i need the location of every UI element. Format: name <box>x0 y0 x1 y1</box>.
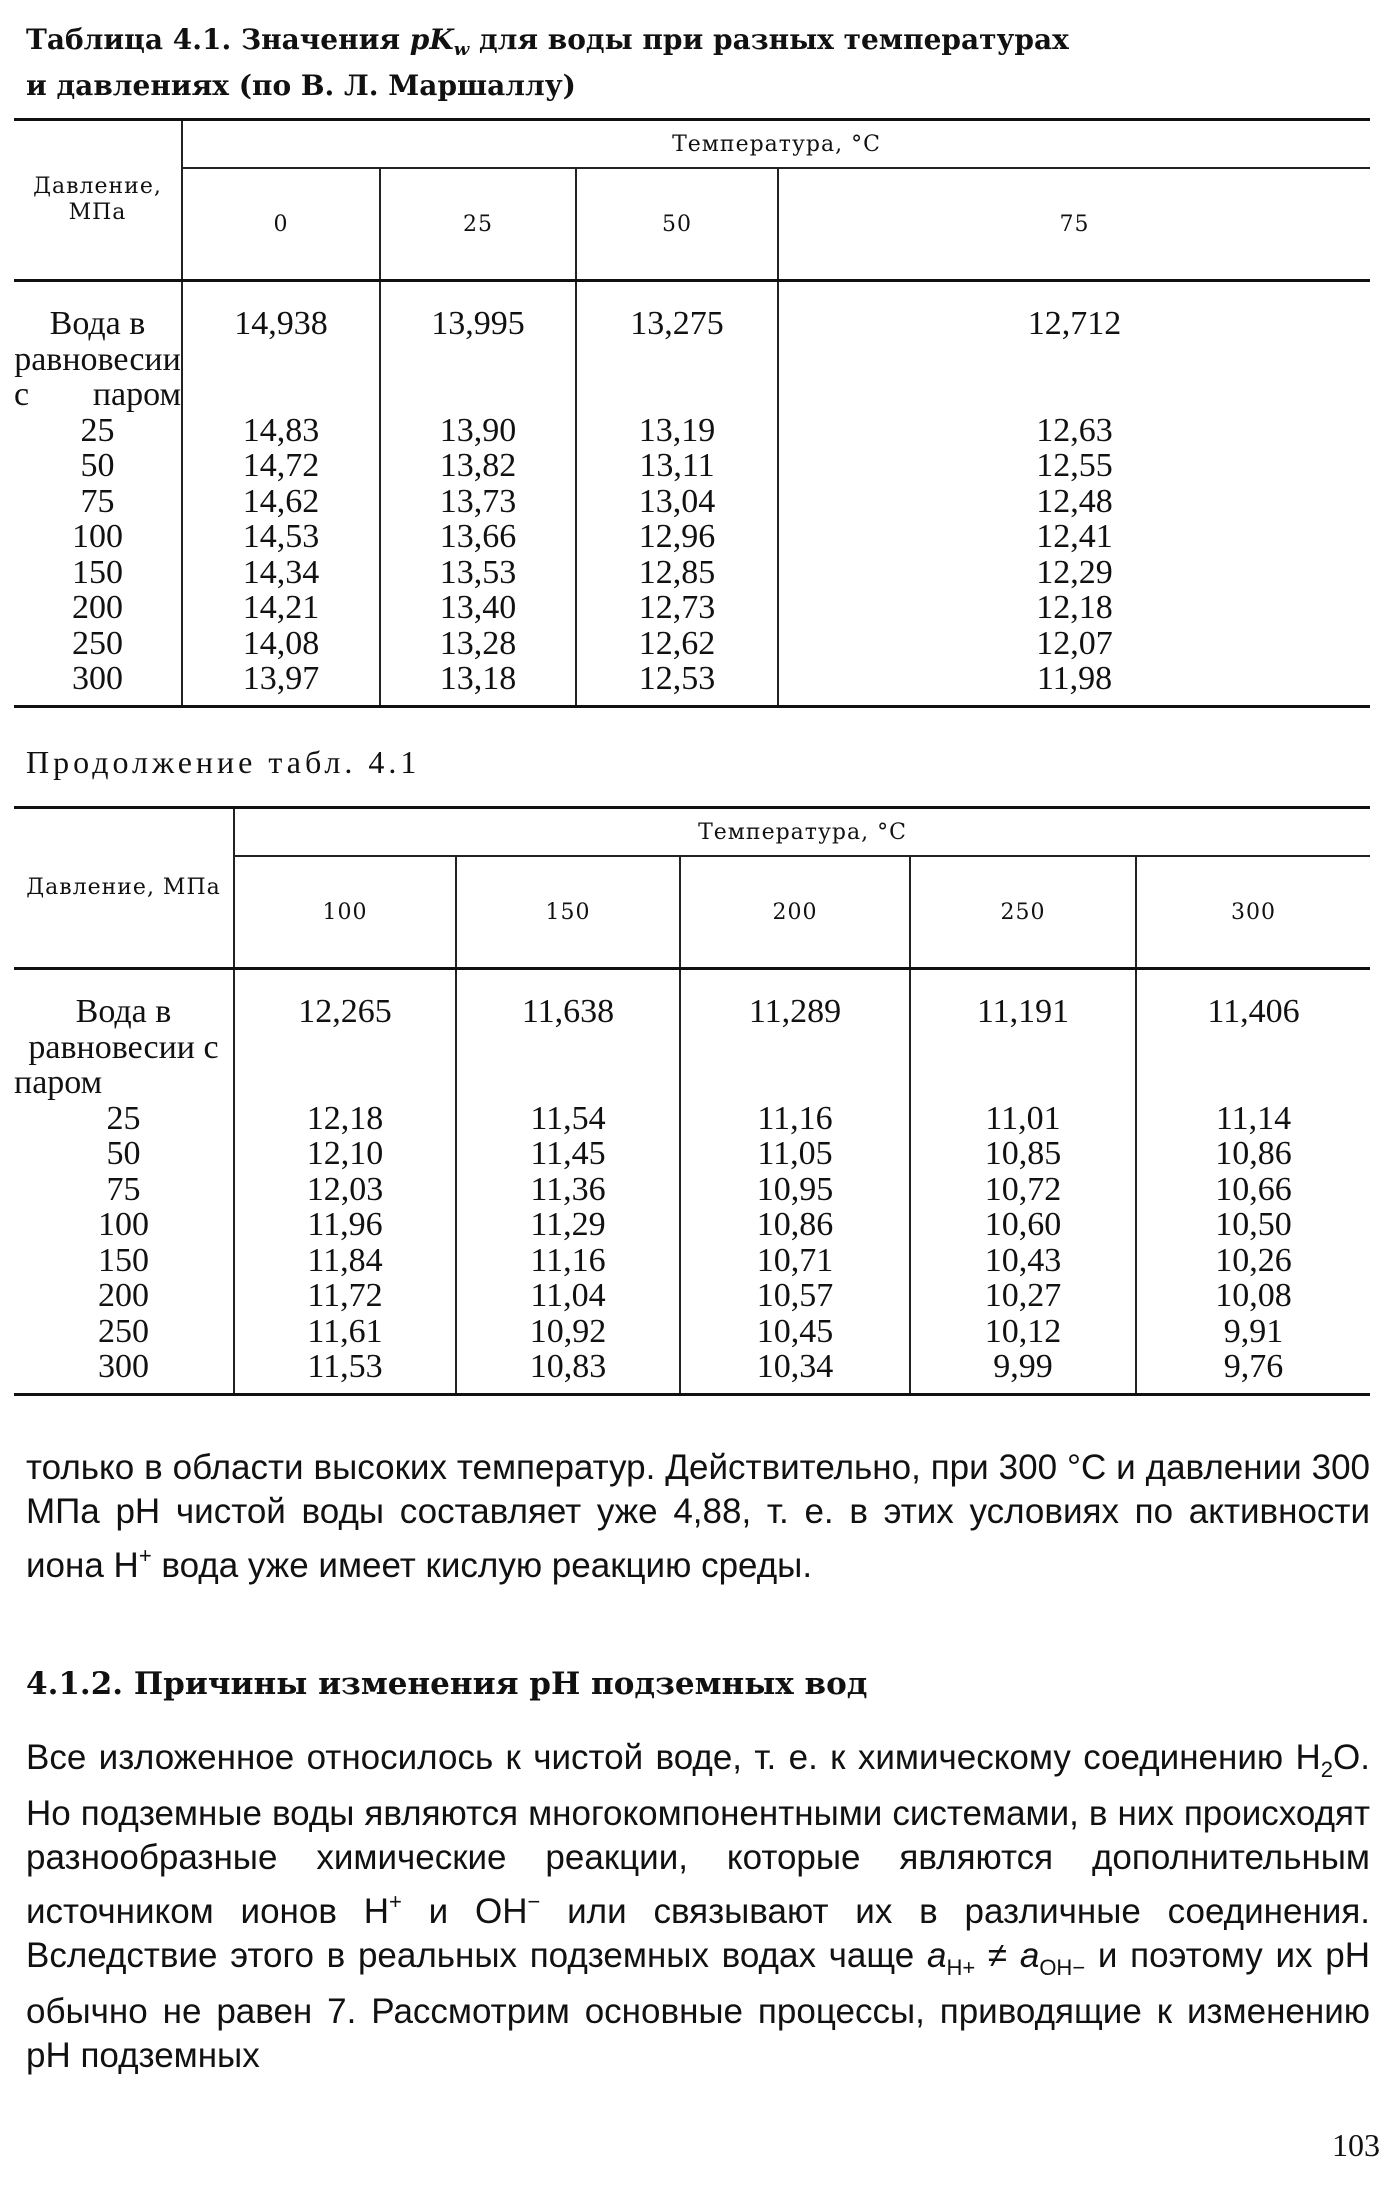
table-cell: 10,45 <box>680 1314 910 1350</box>
table-row <box>14 281 1370 413</box>
table-cell: 10,92 <box>456 1314 680 1350</box>
temperature-column-header: 75 <box>778 168 1370 281</box>
table-cell: 11,36 <box>456 1172 680 1208</box>
table-cell: 11,53 <box>234 1349 456 1394</box>
table-cell: 14,34 <box>182 555 380 591</box>
table-cell: 13,28 <box>380 626 576 662</box>
para2-text-a: Все изложенное относилось к чистой воде, т. е. к химическому соединению H <box>26 1738 1321 1777</box>
table-cell: 9,91 <box>1223 1312 1284 1350</box>
table-cell: 13,995 <box>380 281 576 413</box>
para1-text-a: только в области высоких температур. Действительно, при 300 °С и давлении 300 МПа pH чистой воды составляет уже 4,88, т. е. в этих условиях по активности иона H <box>26 1448 1370 1585</box>
activity-sub-h: H+ <box>946 1955 976 1980</box>
table-cell: 10,57 <box>680 1278 910 1314</box>
table-row <box>14 448 1370 484</box>
not-equal-sign: ≠ <box>975 1936 1020 1975</box>
table-row <box>14 590 1370 626</box>
table-cell: 10,95 <box>680 1172 910 1208</box>
table-cell: 14,62 <box>182 484 380 520</box>
table-cell: 13,53 <box>380 555 576 591</box>
table-cell: 14,53 <box>182 519 380 555</box>
table-cell: 12,48 <box>1036 482 1113 520</box>
pressure-header: Давление, МПа <box>14 808 234 969</box>
pkw-table-part1 <box>14 118 1370 708</box>
table-cell: 12,07 <box>1036 624 1113 662</box>
table-cell: 13,66 <box>380 519 576 555</box>
table-cell: 11,638 <box>456 969 680 1101</box>
table-cell: 11,98 <box>1036 660 1113 697</box>
table-row <box>14 555 1370 591</box>
table-cell: 11,191 <box>910 969 1136 1101</box>
table-row <box>14 1136 1370 1172</box>
table-cell: 10,85 <box>910 1136 1136 1172</box>
table-cell: 10,66 <box>1215 1170 1292 1208</box>
pressure-cell: 100 <box>14 519 182 555</box>
table-row <box>14 484 1370 520</box>
table-cell: 11,54 <box>456 1101 680 1137</box>
table-cell: 10,60 <box>910 1207 1136 1243</box>
paragraph-2 <box>26 1736 1370 2078</box>
table-row <box>14 1278 1370 1314</box>
pressure-header: Давление, МПа <box>14 120 182 281</box>
para2-text-e: и поэтому их pH обычно не равен 7. Рассмотрим основные процессы, приводящие к изменению pH подземных <box>26 1936 1370 2075</box>
table-cell: 10,71 <box>680 1243 910 1279</box>
table-cell: 10,50 <box>1215 1206 1292 1243</box>
table-cell: 11,29 <box>456 1207 680 1243</box>
table-cell: 12,73 <box>576 590 778 626</box>
caption-text-3: и давлениях (по В. Л. Маршаллу) <box>26 69 576 102</box>
table-cell: 12,55 <box>1036 447 1113 484</box>
para2-text-d: или связывают их в различные соединения. Вследствие этого в реальных подземных водах чаще <box>26 1892 1370 1975</box>
pressure-cell: 50 <box>14 448 182 484</box>
table-row <box>14 626 1370 662</box>
table-cell: 12,63 <box>1036 411 1113 449</box>
table-cell: 14,21 <box>182 590 380 626</box>
table-cell: 13,04 <box>576 484 778 520</box>
table-row <box>14 661 1370 706</box>
table-cell: 11,45 <box>456 1136 680 1172</box>
table-cell: 12,265 <box>234 969 456 1101</box>
table-cell: 12,712 <box>1027 305 1122 342</box>
para2-text-c: и OH <box>401 1892 528 1931</box>
table-cell: 12,53 <box>576 661 778 706</box>
pressure-cell: 200 <box>14 590 182 626</box>
table-cell: 14,08 <box>182 626 380 662</box>
table-row <box>14 1172 1370 1208</box>
continuation-label: Продолжение табл. 4.1 <box>26 744 421 780</box>
table-cell: 10,26 <box>1215 1241 1292 1279</box>
temperature-column-header: 100 <box>234 856 456 969</box>
section-heading: 4.1.2. Причины изменения pH подземных вод <box>26 1666 868 1702</box>
activity-symbol-h: a <box>926 1936 947 1975</box>
table-cell: 13,90 <box>380 413 576 449</box>
table-cell: 10,08 <box>1215 1277 1292 1314</box>
temperature-header: Температура, °С <box>182 120 1370 169</box>
table-cell: 11,72 <box>234 1278 456 1314</box>
pressure-cell: 150 <box>14 1243 234 1279</box>
pressure-cell: 100 <box>14 1207 234 1243</box>
table-cell: 14,938 <box>182 281 380 413</box>
table-cell: 13,40 <box>380 590 576 626</box>
table-cell: 12,10 <box>234 1136 456 1172</box>
pkw-table-part2 <box>14 806 1370 1396</box>
activity-sub-oh: OH− <box>1039 1955 1086 1980</box>
table-cell: 10,43 <box>910 1243 1136 1279</box>
temperature-column-header: 150 <box>456 856 680 969</box>
table-cell: 11,16 <box>680 1101 910 1137</box>
para2-sup-plus: + <box>389 1889 402 1914</box>
temperature-column-header: 300 <box>1136 856 1370 969</box>
para1-text-b: вода уже имеет кислую реакцию среды. <box>151 1546 813 1585</box>
table-row <box>14 1207 1370 1243</box>
table-cell: 11,01 <box>910 1101 1136 1137</box>
pressure-cell: 300 <box>14 661 182 706</box>
table-cell: 13,275 <box>576 281 778 413</box>
table-cell: 11,406 <box>1207 993 1300 1030</box>
table-cell: 13,97 <box>182 661 380 706</box>
temperature-column-header: 200 <box>680 856 910 969</box>
table-cell: 12,41 <box>1036 518 1113 555</box>
table-cell: 14,72 <box>182 448 380 484</box>
table-cell: 11,84 <box>234 1243 456 1279</box>
table-cell: 10,27 <box>910 1278 1136 1314</box>
table-cell: 10,83 <box>456 1349 680 1394</box>
table-row <box>14 519 1370 555</box>
table-cell: 11,04 <box>456 1278 680 1314</box>
para1-sup: + <box>138 1543 152 1568</box>
table-row <box>14 969 1370 1101</box>
table-caption <box>26 22 1366 104</box>
table-cell: 10,12 <box>910 1314 1136 1350</box>
table-cell: 10,86 <box>1215 1135 1292 1172</box>
activity-symbol-oh: a <box>1019 1936 1040 1975</box>
table-cell: 11,96 <box>234 1207 456 1243</box>
pressure-cell: 25 <box>14 413 182 449</box>
table-cell: 13,82 <box>380 448 576 484</box>
page-number: 103 <box>1332 2127 1380 2163</box>
pressure-cell: 250 <box>14 1314 234 1350</box>
table-row <box>14 413 1370 449</box>
table-cell: 12,96 <box>576 519 778 555</box>
table-cell: 12,85 <box>576 555 778 591</box>
table-cell: 10,72 <box>910 1172 1136 1208</box>
table-row <box>14 1314 1370 1350</box>
table-cell: 12,62 <box>576 626 778 662</box>
table-row <box>14 1101 1370 1137</box>
table-cell: 11,14 <box>1215 1099 1292 1137</box>
caption-text-2: для воды при разных температурах <box>469 23 1069 56</box>
caption-pk: pK <box>409 23 454 56</box>
temperature-column-header: 250 <box>910 856 1136 969</box>
temperature-column-header: 0 <box>182 168 380 281</box>
table-cell: 13,11 <box>576 448 778 484</box>
table-cell: 11,61 <box>234 1314 456 1350</box>
pressure-cell: 300 <box>14 1349 234 1394</box>
table-cell: 12,18 <box>234 1101 456 1137</box>
para2-sub-2: 2 <box>1320 1757 1334 1782</box>
pressure-cell: 25 <box>14 1101 234 1137</box>
table-cell: 13,18 <box>380 661 576 706</box>
table-cell: 11,289 <box>680 969 910 1101</box>
temperature-header: Температура, °С <box>234 808 1370 857</box>
caption-text-1: Таблица 4.1. Значения <box>26 23 410 56</box>
table-row <box>14 1349 1370 1394</box>
table-cell: 12,03 <box>234 1172 456 1208</box>
row-label: Вода в равновесии с паром <box>14 969 234 1101</box>
para2-text-b: O. Но подземные воды являются многокомпонентными системами, в них происходят разнообразные химические реакции, которые являются дополнительным источником ионов H <box>26 1738 1370 1931</box>
table-cell: 9,99 <box>910 1349 1136 1394</box>
table-cell: 11,05 <box>680 1136 910 1172</box>
temperature-column-header: 25 <box>380 168 576 281</box>
table-cell: 12,29 <box>1036 553 1113 591</box>
table-cell: 10,86 <box>680 1207 910 1243</box>
pressure-cell: 250 <box>14 626 182 662</box>
pressure-cell: 200 <box>14 1278 234 1314</box>
pressure-cell: 150 <box>14 555 182 591</box>
paragraph-1 <box>26 1446 1370 1588</box>
table-cell: 12,18 <box>1036 589 1113 626</box>
table-cell: 9,76 <box>1223 1348 1284 1385</box>
table-cell: 10,34 <box>680 1349 910 1394</box>
table-cell: 11,16 <box>456 1243 680 1279</box>
pressure-cell: 75 <box>14 1172 234 1208</box>
table-cell: 13,19 <box>576 413 778 449</box>
table-row <box>14 1243 1370 1279</box>
pressure-cell: 75 <box>14 484 182 520</box>
temperature-column-header: 50 <box>576 168 778 281</box>
table-cell: 13,73 <box>380 484 576 520</box>
para2-sup-minus: − <box>527 1889 541 1914</box>
caption-pk-sub: w <box>453 39 470 60</box>
pressure-cell: 50 <box>14 1136 234 1172</box>
row-label: Вода в равновесии с паром <box>14 281 182 413</box>
table-cell: 14,83 <box>182 413 380 449</box>
